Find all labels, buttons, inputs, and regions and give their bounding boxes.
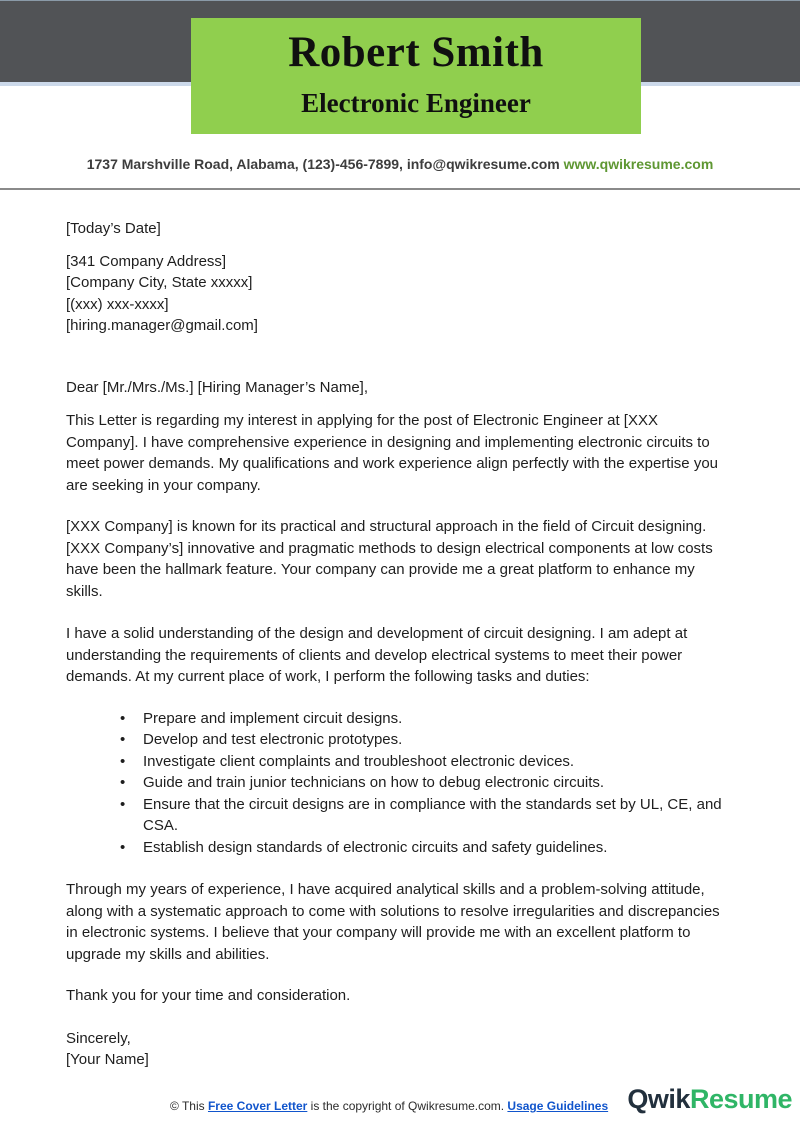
copyright-line — [170, 1099, 608, 1113]
list-item: • Ensure that the circuit designs are in compliance with the standards set by UL, CE, and CSA. — [66, 794, 730, 837]
website-link[interactable]: www.qwikresume.com — [563, 156, 714, 172]
contact-info-text: 1737 Marshville Road, Alabama, (123)-456-7899, info@qwikresume.com — [86, 156, 564, 172]
date-placeholder: [Today’s Date] — [66, 220, 161, 237]
header-divider — [0, 188, 800, 190]
person-job-title: Electronic Engineer — [301, 88, 531, 118]
list-item: • Guide and train junior technicians on how to debug electronic circuits. — [66, 772, 730, 794]
signoff: Sincerely, — [66, 1029, 131, 1047]
list-item: • Prepare and implement circuit designs. — [66, 708, 730, 730]
person-name: Robert Smith — [288, 29, 544, 76]
list-item: • Develop and test electronic prototypes. — [66, 729, 730, 751]
paragraph-company: [XXX Company] is known for its practical and structural approach in the field of Circuit designing. [XXX Company’s] innovative and pragmatic methods to design electrical components at low costs have been the hallmark feature. Your company can provide me a great platform to enhance my skills. — [66, 518, 713, 600]
paragraph-intro: This Letter is regarding my interest in applying for the post of Electronic Engineer at [XXX Company]. I have comprehensive experience in designing and implementing electronic circuits to meet power demands. My qualifications and work experience align perfectly with the expertise you are seeking in your company. — [66, 412, 719, 494]
header-name-box — [191, 18, 641, 134]
address-line: [(xxx) xxx-xxxx] — [66, 295, 169, 313]
signoff-block — [66, 1028, 730, 1071]
logo-resume-text: Resume — [689, 1084, 792, 1114]
list-item: • Investigate client complaints and troubleshoot electronic devices. — [66, 751, 730, 773]
copyright-prefix: © This — [170, 1099, 208, 1113]
paragraph-skills: I have a solid understanding of the design and development of circuit designing. I am adept at understanding the requirements of clients and develop electrical systems to meet their power demands. At my current place of work, I perform the following tasks and duties: — [66, 625, 688, 685]
signature-placeholder: [Your Name] — [66, 1051, 149, 1068]
paragraph-closing: Through my years of experience, I have acquired analytical skills and a problem-solving attitude, along with a systematic approach to come with solutions to resolve irregularities and discrepancies in electronic systems. I believe that your company will provide me with an excellent platform to upgrade my skills and abilities. — [66, 881, 720, 963]
cover-letter-body — [66, 218, 730, 1071]
company-address-block — [66, 251, 730, 337]
address-line: [Company City, State xxxxx] — [66, 274, 253, 291]
address-line: [341 Company Address] — [66, 252, 227, 270]
address-line: [hiring.manager@gmail.com] — [66, 317, 258, 334]
qwikresume-logo[interactable] — [627, 1084, 792, 1115]
thank-you-line: Thank you for your time and consideration. — [66, 987, 351, 1004]
usage-guidelines-link[interactable]: Usage Guidelines — [507, 1099, 609, 1113]
duties-list — [66, 708, 730, 859]
free-cover-letter-link[interactable]: Free Cover Letter — [207, 1099, 308, 1113]
salutation: Dear [Mr./Mrs./Ms.] [Hiring Manager’s Name], — [66, 378, 369, 396]
contact-line — [0, 156, 800, 172]
copyright-middle: is the copyright of Qwikresume.com. — [307, 1099, 508, 1113]
logo-qwik-text: Qwik — [627, 1084, 690, 1114]
list-item: • Establish design standards of electronic circuits and safety guidelines. — [66, 837, 730, 859]
